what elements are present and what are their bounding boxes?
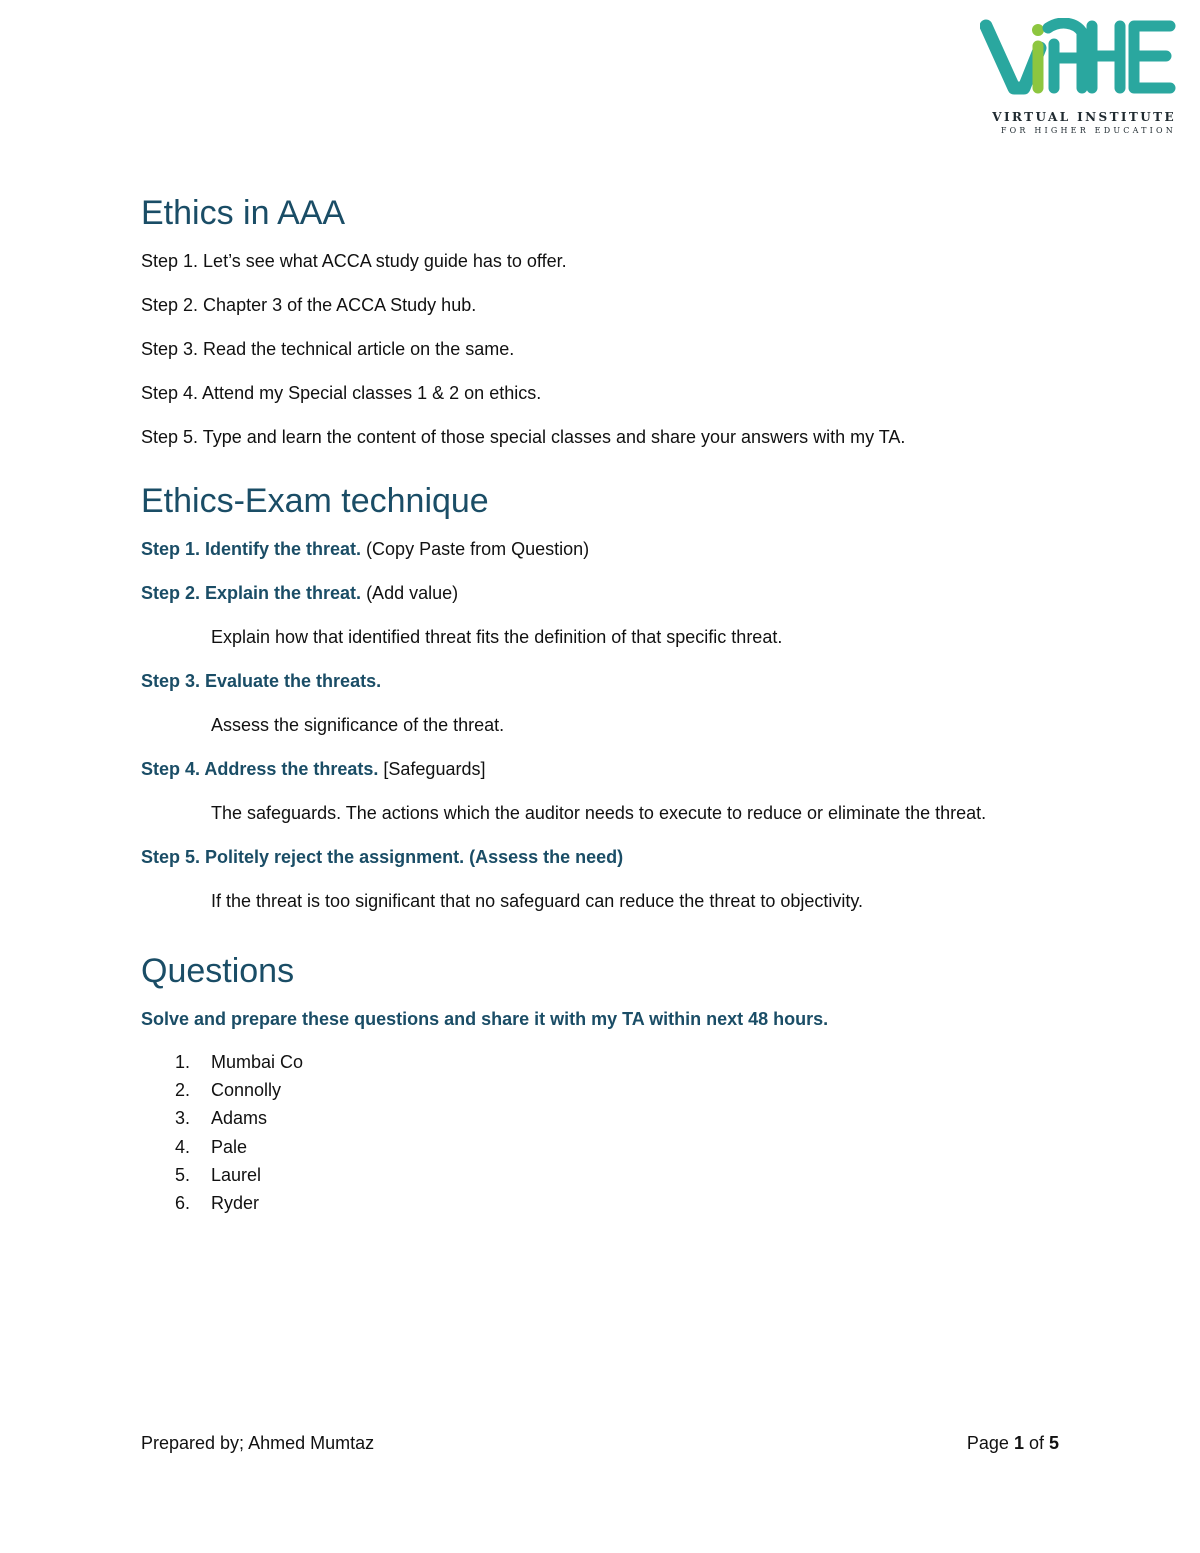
study-step: Step 4. Attend my Special classes 1 & 2 on ethics. [141, 383, 542, 403]
list-item [141, 1048, 1061, 1076]
technique-step-note: (Add value) [361, 583, 459, 603]
question-name: Ryder [211, 1193, 260, 1214]
list-number: 5. [175, 1164, 191, 1185]
question-name: Adams [211, 1108, 268, 1129]
page-mid: of [1023, 1433, 1049, 1453]
study-step: Step 3. Read the technical article on the same. [141, 339, 515, 359]
study-step: Step 2. Chapter 3 of the ACCA Study hub. [141, 295, 477, 315]
list-item [141, 1104, 1061, 1132]
technique-step-title: Step 1. Identify the threat. [141, 539, 362, 559]
page-prefix: Page [966, 1433, 1014, 1453]
list-item [141, 1133, 1061, 1161]
list-item [141, 1161, 1061, 1189]
prepared-by: Prepared by; Ahmed Mumtaz [141, 1433, 375, 1453]
list-number: 6. [175, 1193, 191, 1214]
questions-intro: Solve and prepare these questions and share it with my TA within next 48 hours. [141, 1009, 829, 1029]
question-name: Pale [211, 1136, 248, 1157]
technique-step-detail: The safeguards. The actions which the auditor needs to execute to reduce or eliminate the threat. [211, 803, 987, 823]
technique-step-detail: Explain how that identified threat fits the definition of that specific threat. [211, 627, 783, 647]
page-current: 1 [1013, 1433, 1024, 1453]
question-name: Laurel [211, 1164, 262, 1185]
technique-step-title: Step 4. Address the threats. [141, 759, 379, 779]
technique-step-4 [141, 756, 1061, 782]
page-total: 5 [1048, 1433, 1059, 1453]
technique-step-note: [Safeguards] [378, 759, 486, 779]
logo-text-line1: VIRTUAL INSTITUTE [992, 110, 1176, 124]
technique-step-title: Step 5. Politely reject the assignment. (Assess the need) [141, 847, 624, 867]
page-number [967, 1430, 1059, 1456]
technique-step-title: Step 3. Evaluate the threats. [141, 671, 382, 691]
study-step: Step 5. Type and learn the content of those special classes and share your answers with my TA. [141, 427, 906, 447]
technique-step-3 [141, 668, 1061, 694]
questions-list [141, 1048, 1061, 1217]
heading-exam-technique: Ethics-Exam technique [141, 482, 489, 520]
technique-step-2 [141, 580, 1061, 606]
technique-step-1 [141, 536, 1061, 562]
vihe-logo [980, 18, 1176, 138]
technique-step-title: Step 2. Explain the threat. [141, 583, 362, 603]
heading-questions: Questions [141, 952, 295, 990]
heading-ethics-in-aaa: Ethics in AAA [141, 194, 346, 232]
list-number: 4. [175, 1136, 191, 1157]
technique-step-note: (Copy Paste from Question) [361, 539, 590, 559]
list-number: 2. [175, 1080, 191, 1101]
logo-text-line2: FOR HIGHER EDUCATION [1000, 126, 1176, 135]
vihe-logo-mark [980, 18, 1176, 108]
study-step: Step 1. Let’s see what ACCA study guide has to offer. [141, 251, 567, 271]
question-name: Mumbai Co [211, 1052, 304, 1072]
question-name: Connolly [211, 1080, 282, 1101]
document-body [141, 192, 1061, 1217]
technique-step-detail: If the threat is too significant that no safeguard can reduce the threat to objectivity. [211, 891, 864, 911]
list-number: 3. [175, 1108, 191, 1129]
list-item [141, 1076, 1061, 1104]
list-number: 1. [175, 1052, 191, 1072]
list-item [141, 1189, 1061, 1217]
technique-step-5 [141, 844, 1061, 870]
technique-step-detail: Assess the significance of the threat. [211, 715, 505, 735]
